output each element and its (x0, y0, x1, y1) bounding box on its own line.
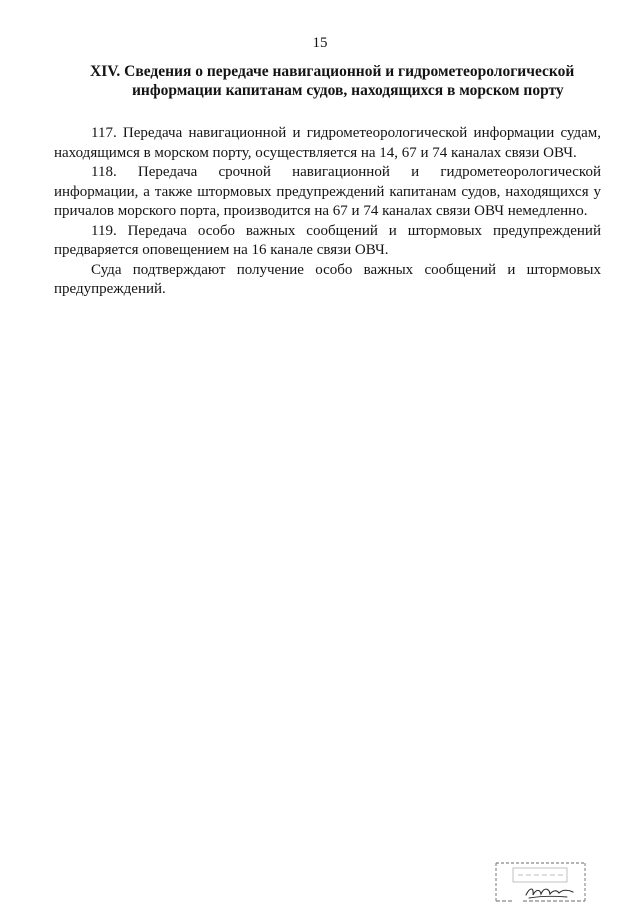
page-number: 15 (312, 35, 328, 51)
section-heading-line-1: XIV. Сведения о передаче навигационной и гидрометеорологической (90, 63, 575, 80)
body-text (54, 124, 601, 300)
paragraph-119: 119. Передача особо важных сообщений и штормовых предупреждений предваряется оповещением на 16 канале связи ОВЧ. (54, 222, 601, 258)
paragraph-118: 118. Передача срочной навигационной и гидрометеорологической информации, а также штормовых предупреждений капитанам судов, находящихся у причалов морского порта, производится на 67 и 74 каналах связи ОВЧ немедленно. (54, 164, 601, 219)
section-heading (90, 62, 582, 100)
paragraph-vessel-confirmation: Суда подтверждают получение особо важных сообщений и штормовых предупреждений. (54, 261, 601, 297)
approval-stamp-drawing (493, 859, 589, 903)
paragraph-117: 117. Передача навигационной и гидрометеорологической информации судам, находящимся в морском порту, осуществляется на 14, 67 и 74 каналах связи ОВЧ. (54, 125, 601, 161)
section-heading-line-2: информации капитанам судов, находящихся в морском порту (132, 82, 564, 99)
approval-stamp (493, 859, 589, 903)
